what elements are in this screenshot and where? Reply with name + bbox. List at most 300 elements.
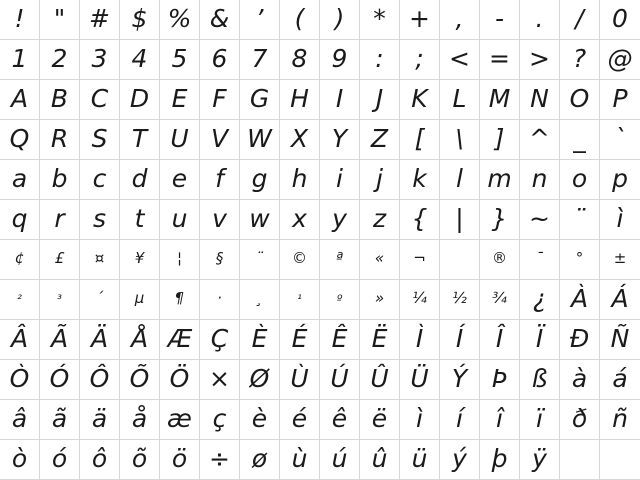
glyph-cell[interactable] xyxy=(520,0,560,40)
glyph-cell[interactable] xyxy=(200,160,240,200)
glyph-W: W xyxy=(247,124,272,153)
glyph-plus: + xyxy=(409,4,430,33)
glyph-cell[interactable] xyxy=(360,240,400,280)
glyph-cell[interactable] xyxy=(240,440,280,480)
glyph-Thorn: Þ xyxy=(491,364,508,393)
glyph-T: T xyxy=(131,124,148,153)
glyph-cell[interactable] xyxy=(80,200,120,240)
glyph-cell[interactable] xyxy=(280,360,320,400)
glyph-cell[interactable] xyxy=(0,80,40,120)
glyph-exclam: ! xyxy=(14,4,25,33)
glyph-cell[interactable] xyxy=(600,200,640,240)
glyph-cell[interactable] xyxy=(280,400,320,440)
glyph-cell[interactable] xyxy=(80,160,120,200)
glyph-cell[interactable] xyxy=(400,40,440,80)
glyph-Acircumflex: Â xyxy=(10,324,29,353)
glyph-cell[interactable] xyxy=(40,160,80,200)
glyph-cell[interactable] xyxy=(520,200,560,240)
glyph-cell[interactable] xyxy=(160,360,200,400)
glyph-cell[interactable] xyxy=(320,160,360,200)
glyph-cell[interactable] xyxy=(520,400,560,440)
glyph-cell[interactable] xyxy=(440,400,480,440)
glyph-Yacute: Ý xyxy=(451,364,468,393)
glyph-h: h xyxy=(291,164,308,193)
glyph-cell[interactable] xyxy=(160,400,200,440)
glyph-cell[interactable] xyxy=(280,80,320,120)
glyph-S: S xyxy=(91,124,108,153)
glyph-cell[interactable] xyxy=(520,320,560,360)
glyph-cell[interactable] xyxy=(320,440,360,480)
glyph-cell[interactable] xyxy=(120,120,160,160)
glyph-cell[interactable] xyxy=(80,360,120,400)
glyph-cell[interactable] xyxy=(440,120,480,160)
glyph-j: j xyxy=(376,164,383,193)
glyph-x: x xyxy=(292,204,307,233)
glyph-cell[interactable] xyxy=(240,0,280,40)
glyph-cell[interactable] xyxy=(80,40,120,80)
glyph-cell[interactable] xyxy=(600,0,640,40)
glyph-ugrave: ù xyxy=(291,444,308,473)
glyph-w: w xyxy=(249,204,270,233)
glyph-cell[interactable] xyxy=(480,200,520,240)
glyph-p: p xyxy=(612,164,628,193)
glyph-cell[interactable] xyxy=(440,320,480,360)
glyph-cell[interactable] xyxy=(120,240,160,280)
glyph-ydieresis: ÿ xyxy=(532,444,547,473)
glyph-cell[interactable] xyxy=(240,280,280,320)
glyph-Oacute: Ó xyxy=(49,364,70,393)
glyph-Agrave: À xyxy=(570,284,589,313)
glyph-cell[interactable] xyxy=(240,40,280,80)
glyph-cell[interactable] xyxy=(0,200,40,240)
glyph-Ccedilla: Ç xyxy=(210,324,229,353)
glyph-three: 3 xyxy=(91,44,108,73)
glyph-dollar: $ xyxy=(131,4,148,33)
glyph-cell[interactable] xyxy=(200,200,240,240)
glyph-cell[interactable] xyxy=(40,280,80,320)
glyph-cell[interactable] xyxy=(360,120,400,160)
glyph-cell[interactable] xyxy=(560,160,600,200)
glyph-cell[interactable] xyxy=(240,240,280,280)
glyph-cell[interactable] xyxy=(440,240,480,280)
glyph-cell[interactable] xyxy=(120,80,160,120)
glyph-cell[interactable] xyxy=(600,280,640,320)
glyph-bracketright: ] xyxy=(494,124,505,153)
glyph-cell[interactable] xyxy=(320,120,360,160)
glyph-cell[interactable] xyxy=(280,280,320,320)
glyph-cell[interactable] xyxy=(40,320,80,360)
glyph-cell[interactable] xyxy=(160,200,200,240)
glyph-bar: | xyxy=(455,204,464,233)
glyph-cell[interactable] xyxy=(520,240,560,280)
glyph-cell[interactable] xyxy=(160,0,200,40)
glyph-Z: Z xyxy=(370,124,389,153)
glyph-cell[interactable] xyxy=(320,360,360,400)
glyph-cell[interactable] xyxy=(200,80,240,120)
glyph-atilde: ã xyxy=(51,404,68,433)
glyph-brokenbar: ¦ xyxy=(176,249,183,267)
glyph-cell[interactable] xyxy=(200,120,240,160)
glyph-cell[interactable] xyxy=(400,80,440,120)
glyph-cell[interactable] xyxy=(480,0,520,40)
glyph-cell[interactable] xyxy=(0,120,40,160)
glyph-one: 1 xyxy=(11,44,28,73)
glyph-cell[interactable] xyxy=(0,160,40,200)
glyph-Egrave: È xyxy=(251,324,268,353)
glyph-cell[interactable] xyxy=(80,80,120,120)
glyph-cell[interactable] xyxy=(120,280,160,320)
glyph-cell[interactable] xyxy=(560,80,600,120)
glyph-cell[interactable] xyxy=(280,0,320,40)
glyph-cell[interactable] xyxy=(400,240,440,280)
glyph-Uacute: Ú xyxy=(330,364,349,393)
glyph-u: u xyxy=(171,204,188,233)
glyph-cell[interactable] xyxy=(0,400,40,440)
glyph-cell[interactable] xyxy=(280,320,320,360)
glyph-cell[interactable] xyxy=(480,160,520,200)
glyph-cell[interactable] xyxy=(200,240,240,280)
glyph-cell[interactable] xyxy=(240,160,280,200)
glyph-udieresis: ü xyxy=(411,444,428,473)
glyph-cell[interactable] xyxy=(40,440,80,480)
glyph-five: 5 xyxy=(171,44,188,73)
glyph-cell[interactable] xyxy=(200,0,240,40)
glyph-cell[interactable] xyxy=(80,320,120,360)
glyph-cell[interactable] xyxy=(400,280,440,320)
glyph-cell[interactable] xyxy=(480,360,520,400)
glyph-cell[interactable] xyxy=(320,280,360,320)
glyph-cell[interactable] xyxy=(200,360,240,400)
glyph-f: f xyxy=(215,164,224,193)
glyph-cell[interactable] xyxy=(560,320,600,360)
glyph-cell[interactable] xyxy=(440,80,480,120)
glyph-cell[interactable] xyxy=(600,400,640,440)
glyph-less: < xyxy=(449,44,470,73)
glyph-cell[interactable] xyxy=(520,280,560,320)
glyph-two: 2 xyxy=(51,44,68,73)
glyph-cell[interactable] xyxy=(120,360,160,400)
glyph-q: q xyxy=(11,204,28,233)
glyph-cell[interactable] xyxy=(600,80,640,120)
glyph-cedilla: ¸ xyxy=(255,289,264,307)
glyph-Eacute: É xyxy=(291,324,308,353)
glyph-U: U xyxy=(170,124,189,153)
glyph-dieresis: ¨ xyxy=(255,249,264,267)
glyph-o: o xyxy=(571,164,588,193)
glyph-cell[interactable] xyxy=(520,360,560,400)
glyph-bracketleft: [ xyxy=(414,124,425,153)
glyph-braceleft: { xyxy=(411,204,428,233)
glyph-cell[interactable] xyxy=(400,440,440,480)
glyph-cell[interactable] xyxy=(160,160,200,200)
glyph-cell[interactable] xyxy=(400,120,440,160)
glyph-cell[interactable] xyxy=(40,0,80,40)
glyph-cell[interactable] xyxy=(480,240,520,280)
glyph-cell[interactable] xyxy=(280,240,320,280)
glyph-M: M xyxy=(488,84,511,113)
glyph-cell[interactable] xyxy=(360,40,400,80)
glyph-cell[interactable] xyxy=(400,160,440,200)
glyph-cell[interactable] xyxy=(80,280,120,320)
glyph-cell[interactable] xyxy=(320,40,360,80)
glyph-cell[interactable] xyxy=(600,440,640,480)
glyph-cell[interactable] xyxy=(120,320,160,360)
glyph-cell[interactable] xyxy=(0,240,40,280)
glyph-Adieresis: Ä xyxy=(90,324,109,353)
glyph-question: ? xyxy=(572,44,587,73)
glyph-cell[interactable] xyxy=(280,120,320,160)
glyph-Udieresis: Ü xyxy=(410,364,429,393)
glyph-sterling: £ xyxy=(54,249,65,267)
glyph-cell[interactable] xyxy=(600,360,640,400)
glyph-cell[interactable] xyxy=(360,360,400,400)
glyph-adieresis: ä xyxy=(91,404,108,433)
glyph-cell[interactable] xyxy=(360,160,400,200)
glyph-cell[interactable] xyxy=(520,440,560,480)
glyph-cell[interactable] xyxy=(400,0,440,40)
glyph-cell[interactable] xyxy=(0,280,40,320)
glyph-cell[interactable] xyxy=(240,200,280,240)
glyph-cell[interactable] xyxy=(440,160,480,200)
glyph-oslash: ø xyxy=(251,444,268,473)
glyph-cell[interactable] xyxy=(160,320,200,360)
glyph-cell[interactable] xyxy=(560,360,600,400)
glyph-threesuperior: ³ xyxy=(57,291,62,306)
glyph-cell[interactable] xyxy=(440,440,480,480)
glyph-eight: 8 xyxy=(291,44,308,73)
glyph-b: b xyxy=(51,164,68,193)
glyph-cell[interactable] xyxy=(40,40,80,80)
glyph-ampersand: & xyxy=(209,4,230,33)
glyph-X: X xyxy=(290,124,309,153)
glyph-cell[interactable] xyxy=(400,200,440,240)
glyph-I: I xyxy=(335,84,344,113)
glyph-aacute: á xyxy=(612,364,628,393)
glyph-cell[interactable] xyxy=(360,280,400,320)
glyph-cell[interactable] xyxy=(240,120,280,160)
glyph-cell[interactable] xyxy=(0,360,40,400)
glyph-cell[interactable] xyxy=(400,400,440,440)
glyph-ordfeminine: ª xyxy=(335,249,344,267)
glyph-mu: µ xyxy=(134,289,145,307)
glyph-cell[interactable] xyxy=(520,80,560,120)
glyph-Ucircumflex: Û xyxy=(370,364,389,393)
glyph-ocircumflex: ô xyxy=(91,444,108,473)
glyph-cell[interactable] xyxy=(520,40,560,80)
glyph-cell[interactable] xyxy=(200,40,240,80)
glyph-cell[interactable] xyxy=(0,0,40,40)
glyph-cell[interactable] xyxy=(560,40,600,80)
glyph-registered: ® xyxy=(492,249,507,267)
glyph-cell[interactable] xyxy=(80,240,120,280)
glyph-cell[interactable] xyxy=(400,320,440,360)
glyph-Aacute: Á xyxy=(611,284,629,313)
glyph-cell[interactable] xyxy=(480,280,520,320)
glyph-eacute: é xyxy=(291,404,308,433)
glyph-cell[interactable] xyxy=(40,240,80,280)
glyph-cell[interactable] xyxy=(400,360,440,400)
glyph-cell[interactable] xyxy=(240,360,280,400)
glyph-cell[interactable] xyxy=(160,120,200,160)
glyph-v: v xyxy=(212,204,227,233)
glyph-cell[interactable] xyxy=(160,240,200,280)
glyph-cell[interactable] xyxy=(40,400,80,440)
glyph-cell[interactable] xyxy=(560,0,600,40)
glyph-cell[interactable] xyxy=(80,0,120,40)
glyph-Ograve: Ò xyxy=(9,364,30,393)
glyph-Ocircumflex: Ô xyxy=(89,364,110,393)
glyph-acircumflex: â xyxy=(11,404,28,433)
glyph-cell[interactable] xyxy=(240,400,280,440)
glyph-cell[interactable] xyxy=(480,320,520,360)
glyph-equal: = xyxy=(489,44,510,73)
glyph-cell[interactable] xyxy=(240,80,280,120)
glyph-E: E xyxy=(171,84,188,113)
glyph-onequarter: ¼ xyxy=(412,289,427,307)
glyph-n: n xyxy=(531,164,548,193)
glyph-cell[interactable] xyxy=(600,160,640,200)
glyph-asterisk: * xyxy=(373,4,386,33)
glyph-d: d xyxy=(131,164,148,193)
glyph-idieresis: ï xyxy=(536,404,543,433)
glyph-cell[interactable] xyxy=(160,280,200,320)
glyph-twosuperior: ² xyxy=(17,291,22,306)
glyph-cell[interactable] xyxy=(280,40,320,80)
glyph-cell[interactable] xyxy=(440,0,480,40)
glyph-cell[interactable] xyxy=(120,0,160,40)
glyph-cell[interactable] xyxy=(120,440,160,480)
glyph-cell[interactable] xyxy=(200,280,240,320)
glyph-cell[interactable] xyxy=(40,80,80,120)
glyph-cell[interactable] xyxy=(120,160,160,200)
glyph-cell[interactable] xyxy=(360,0,400,40)
glyph-a: a xyxy=(11,164,28,193)
glyph-ucircumflex: û xyxy=(371,444,388,473)
glyph-cell[interactable] xyxy=(200,400,240,440)
glyph-z: z xyxy=(372,204,387,233)
glyph-cell[interactable] xyxy=(440,200,480,240)
glyph-ntilde: ñ xyxy=(612,404,628,433)
glyph-parenleft: ( xyxy=(294,4,305,33)
glyph-hyphen: - xyxy=(494,4,505,33)
glyph-cell[interactable] xyxy=(280,200,320,240)
glyph-cell[interactable] xyxy=(520,120,560,160)
glyph-igrave: ì xyxy=(416,404,423,433)
glyph-cell[interactable] xyxy=(360,440,400,480)
glyph-cell[interactable] xyxy=(440,280,480,320)
glyph-y: y xyxy=(332,204,347,233)
glyph-cell[interactable] xyxy=(560,240,600,280)
glyph-eth: ð xyxy=(571,404,588,433)
glyph-cell[interactable] xyxy=(160,440,200,480)
glyph-cell[interactable] xyxy=(40,200,80,240)
glyph-cell[interactable] xyxy=(560,200,600,240)
glyph-cell[interactable] xyxy=(320,320,360,360)
glyph-cell[interactable] xyxy=(280,440,320,480)
glyph-t: t xyxy=(134,204,145,233)
glyph-cell[interactable] xyxy=(560,440,600,480)
glyph-cell[interactable] xyxy=(440,360,480,400)
glyph-four: 4 xyxy=(131,44,148,73)
glyph-cell[interactable] xyxy=(320,240,360,280)
glyph-cell[interactable] xyxy=(320,0,360,40)
glyph-cell[interactable] xyxy=(600,120,640,160)
glyph-cell[interactable] xyxy=(320,200,360,240)
glyph-cell[interactable] xyxy=(0,440,40,480)
glyph-cell[interactable] xyxy=(560,120,600,160)
glyph-i: i xyxy=(336,164,343,193)
glyph-m: m xyxy=(487,164,512,193)
glyph-cell[interactable] xyxy=(480,40,520,80)
glyph-cell[interactable] xyxy=(360,80,400,120)
glyph-cell[interactable] xyxy=(320,80,360,120)
glyph-cell[interactable] xyxy=(480,80,520,120)
glyph-Atilde: Ã xyxy=(50,324,69,353)
glyph-cell[interactable] xyxy=(160,80,200,120)
glyph-multiply: × xyxy=(209,364,230,393)
glyph-cell[interactable] xyxy=(80,120,120,160)
glyph-C: C xyxy=(90,84,109,113)
glyph-Iacute: Í xyxy=(455,324,464,353)
glyph-cell[interactable] xyxy=(80,400,120,440)
glyph-cell[interactable] xyxy=(280,160,320,200)
glyph-cell[interactable] xyxy=(0,40,40,80)
glyph-cell[interactable] xyxy=(0,320,40,360)
glyph-H: H xyxy=(290,84,309,113)
glyph-cell[interactable] xyxy=(600,320,640,360)
glyph-cell[interactable] xyxy=(480,400,520,440)
glyph-R: R xyxy=(50,124,69,153)
glyph-cell[interactable] xyxy=(480,120,520,160)
glyph-numbersign: # xyxy=(89,4,110,33)
glyph-cell[interactable] xyxy=(600,40,640,80)
glyph-cell[interactable] xyxy=(480,440,520,480)
glyph-cell[interactable] xyxy=(360,400,400,440)
glyph-e: e xyxy=(171,164,188,193)
glyph-cell[interactable] xyxy=(360,320,400,360)
glyph-ograve: ò xyxy=(11,444,28,473)
glyph-parenright: ) xyxy=(334,4,345,33)
glyph-cell[interactable] xyxy=(520,160,560,200)
glyph-V: V xyxy=(210,124,229,153)
glyph-cell[interactable] xyxy=(200,320,240,360)
glyph-N: N xyxy=(530,84,549,113)
glyph-comma: , xyxy=(455,4,464,33)
glyph-cell[interactable] xyxy=(120,40,160,80)
glyph-threequarters: ¾ xyxy=(492,289,507,307)
glyph-cell[interactable] xyxy=(120,400,160,440)
glyph-cell[interactable] xyxy=(160,40,200,80)
glyph-cell[interactable] xyxy=(560,280,600,320)
glyph-Q: Q xyxy=(9,124,30,153)
glyph-cell[interactable] xyxy=(240,320,280,360)
glyph-cell[interactable] xyxy=(40,120,80,160)
glyph-acute: ´ xyxy=(95,289,104,307)
glyph-cell[interactable] xyxy=(40,360,80,400)
glyph-igrave: ì xyxy=(616,204,624,233)
glyph-cell[interactable] xyxy=(360,200,400,240)
glyph-L: L xyxy=(452,84,467,113)
glyph-cell[interactable] xyxy=(560,400,600,440)
glyph-B: B xyxy=(50,84,69,113)
glyph-divide: ÷ xyxy=(209,444,230,473)
glyph-cell[interactable] xyxy=(80,440,120,480)
glyph-cell[interactable] xyxy=(440,40,480,80)
glyph-cell[interactable] xyxy=(600,240,640,280)
glyph-cell[interactable] xyxy=(120,200,160,240)
glyph-cell[interactable] xyxy=(200,440,240,480)
glyph-cell[interactable] xyxy=(320,400,360,440)
